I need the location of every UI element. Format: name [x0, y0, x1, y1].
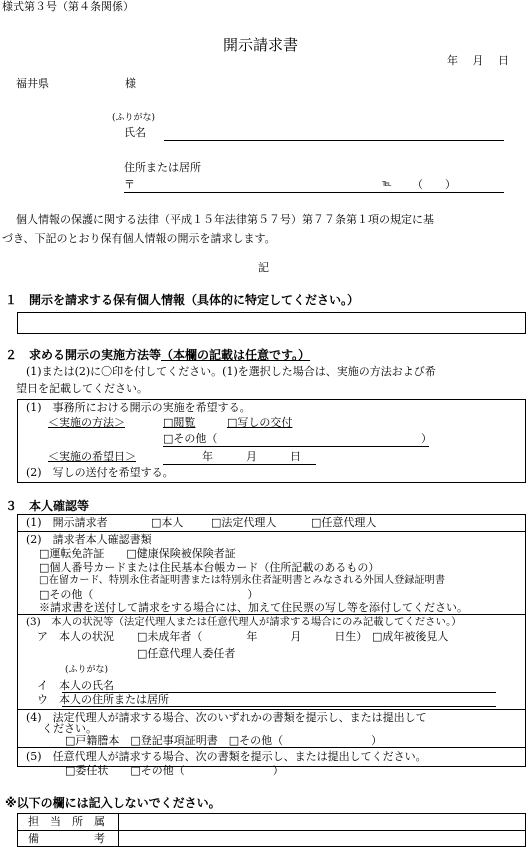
section3-divider-3: [17, 709, 526, 710]
intro-line-2: づき、下記のとおり保有個人情報の開示を請求します。: [2, 232, 276, 245]
method-label: ＜実施の方法＞: [48, 416, 125, 429]
method-opt-inspection[interactable]: □閲覧: [163, 416, 196, 429]
section2-item2[interactable]: (2) 写しの送付を希望する。: [26, 466, 174, 479]
legal-agent-docs-line-1: (4) 法定代理人が請求する場合、次のいずれかの書類を提示し、または提出して: [26, 711, 427, 724]
postal-mark: 〒: [124, 178, 135, 191]
principal-address-field[interactable]: [62, 706, 496, 707]
principal-address-label: ウ 本人の住所または居所: [37, 693, 169, 706]
principal-status-heading: (3) 本人の状況等（法定代理人または任意代理人が請求する場合にのみ記載してください。）: [26, 616, 462, 628]
intro-line-1: 個人情報の保護に関する法律（平成１５年法律第５７号）第７７条第１項の規定に基: [16, 213, 434, 226]
requester-type-label: (1) 開示請求者: [26, 516, 108, 529]
office-dept-label: 担 当 所 属: [28, 815, 105, 828]
legal-agent-doc-options[interactable]: □戸籍謄本 □登記事項証明書 □その他（ ）: [65, 734, 383, 747]
section3-divider-1: [17, 531, 526, 532]
id-docs-note: ※請求書を送付して請求をする場合には、加えて住民票の写し等を添付してください。: [39, 601, 468, 614]
requester-furigana-label: (ふりがな): [112, 113, 156, 123]
legal-agent-docs-line-2: ください。: [42, 722, 97, 735]
ki-label: 記: [258, 261, 269, 274]
date-line: 年 月 日: [447, 54, 509, 67]
office-use-column-divider: [118, 813, 119, 847]
office-use-divider: [17, 830, 526, 831]
id-docs-heading: (2) 請求者本人確認書類: [26, 533, 152, 546]
id-doc-other[interactable]: □その他（ ）: [39, 588, 259, 601]
method-other-field[interactable]: [163, 446, 429, 447]
tel-parens: （ ）: [412, 178, 456, 191]
desired-date-underline: [163, 464, 316, 465]
section2-heading-prefix: ２ 求める開示の実施方法等: [5, 348, 162, 362]
requester-name-label: 氏名: [124, 126, 146, 139]
office-use-heading: ※以下の欄には記入しないでください。: [5, 796, 221, 810]
status-voluntary-principal[interactable]: □任意代理人委任者: [137, 647, 236, 660]
method-other-close: ）: [421, 432, 432, 445]
requester-type-voluntary-agent[interactable]: □任意代理人: [311, 516, 377, 529]
page-title: 開示請求書: [223, 36, 299, 54]
requester-address-label: 住所または居所: [124, 161, 201, 174]
section2-heading: [5, 348, 310, 363]
requester-address-field[interactable]: [124, 192, 504, 193]
section2-note-2: 望日を記載してください。: [16, 382, 148, 395]
id-doc-residence-card[interactable]: □在留カード、特別永住者証明書または特別永住者証明書とみなされる外国人登録証明書: [39, 575, 446, 586]
principal-name-label: イ 本人の氏名: [37, 679, 114, 692]
addressee-honorific: 様: [125, 77, 136, 90]
method-opt-copy[interactable]: □写しの交付: [227, 416, 293, 429]
section3-heading: ３ 本人確認等: [5, 499, 90, 513]
desired-date-fields[interactable]: 年 月 日: [202, 450, 301, 463]
id-doc-license-insurance[interactable]: □運転免許証 □健康保険被保険者証: [39, 547, 236, 560]
addressee-org: 福井県: [16, 77, 49, 90]
principal-status-label: ア 本人の状況: [37, 630, 114, 643]
voluntary-agent-doc-options[interactable]: □委任状 □その他（ ）: [65, 764, 284, 777]
section2-note-1: (1)または(2)に〇印を付してください。(1)を選択した場合は、実施の方法および希: [26, 365, 436, 378]
method-opt-other[interactable]: □その他（: [163, 432, 218, 445]
requester-type-legal-agent[interactable]: □法定代理人: [211, 516, 277, 529]
section1-heading: １ 開示を請求する保有個人情報（具体的に特定してください。）: [5, 293, 360, 307]
section2-heading-optional: （本欄の記載は任意です。）: [161, 348, 311, 362]
requester-type-self[interactable]: □本人: [151, 516, 184, 529]
form-number: 様式第３号（第４条関係）: [2, 0, 134, 13]
principal-furigana-label: (ふりがな): [65, 665, 109, 675]
id-doc-mynumber[interactable]: □個人番号カードまたは住民基本台帳カード（住所記載のあるもの）: [39, 561, 380, 574]
status-adult-ward[interactable]: □成年被後見人: [372, 630, 449, 643]
section2-item1[interactable]: (1) 事務所における開示の実施を希望する。: [26, 401, 251, 414]
office-remarks-label: 備 考: [28, 832, 105, 845]
status-minor[interactable]: □未成年者（ 年 月 日生）: [137, 630, 368, 643]
voluntary-agent-docs-line-1: (5) 任意代理人が請求する場合、次の書類を提示し、または提出してください。: [26, 750, 427, 763]
requester-name-field[interactable]: [164, 140, 504, 141]
section1-input-box[interactable]: [17, 312, 526, 334]
date-label: ＜実施の希望日＞: [48, 450, 136, 463]
tel-label: ℡: [382, 179, 392, 189]
